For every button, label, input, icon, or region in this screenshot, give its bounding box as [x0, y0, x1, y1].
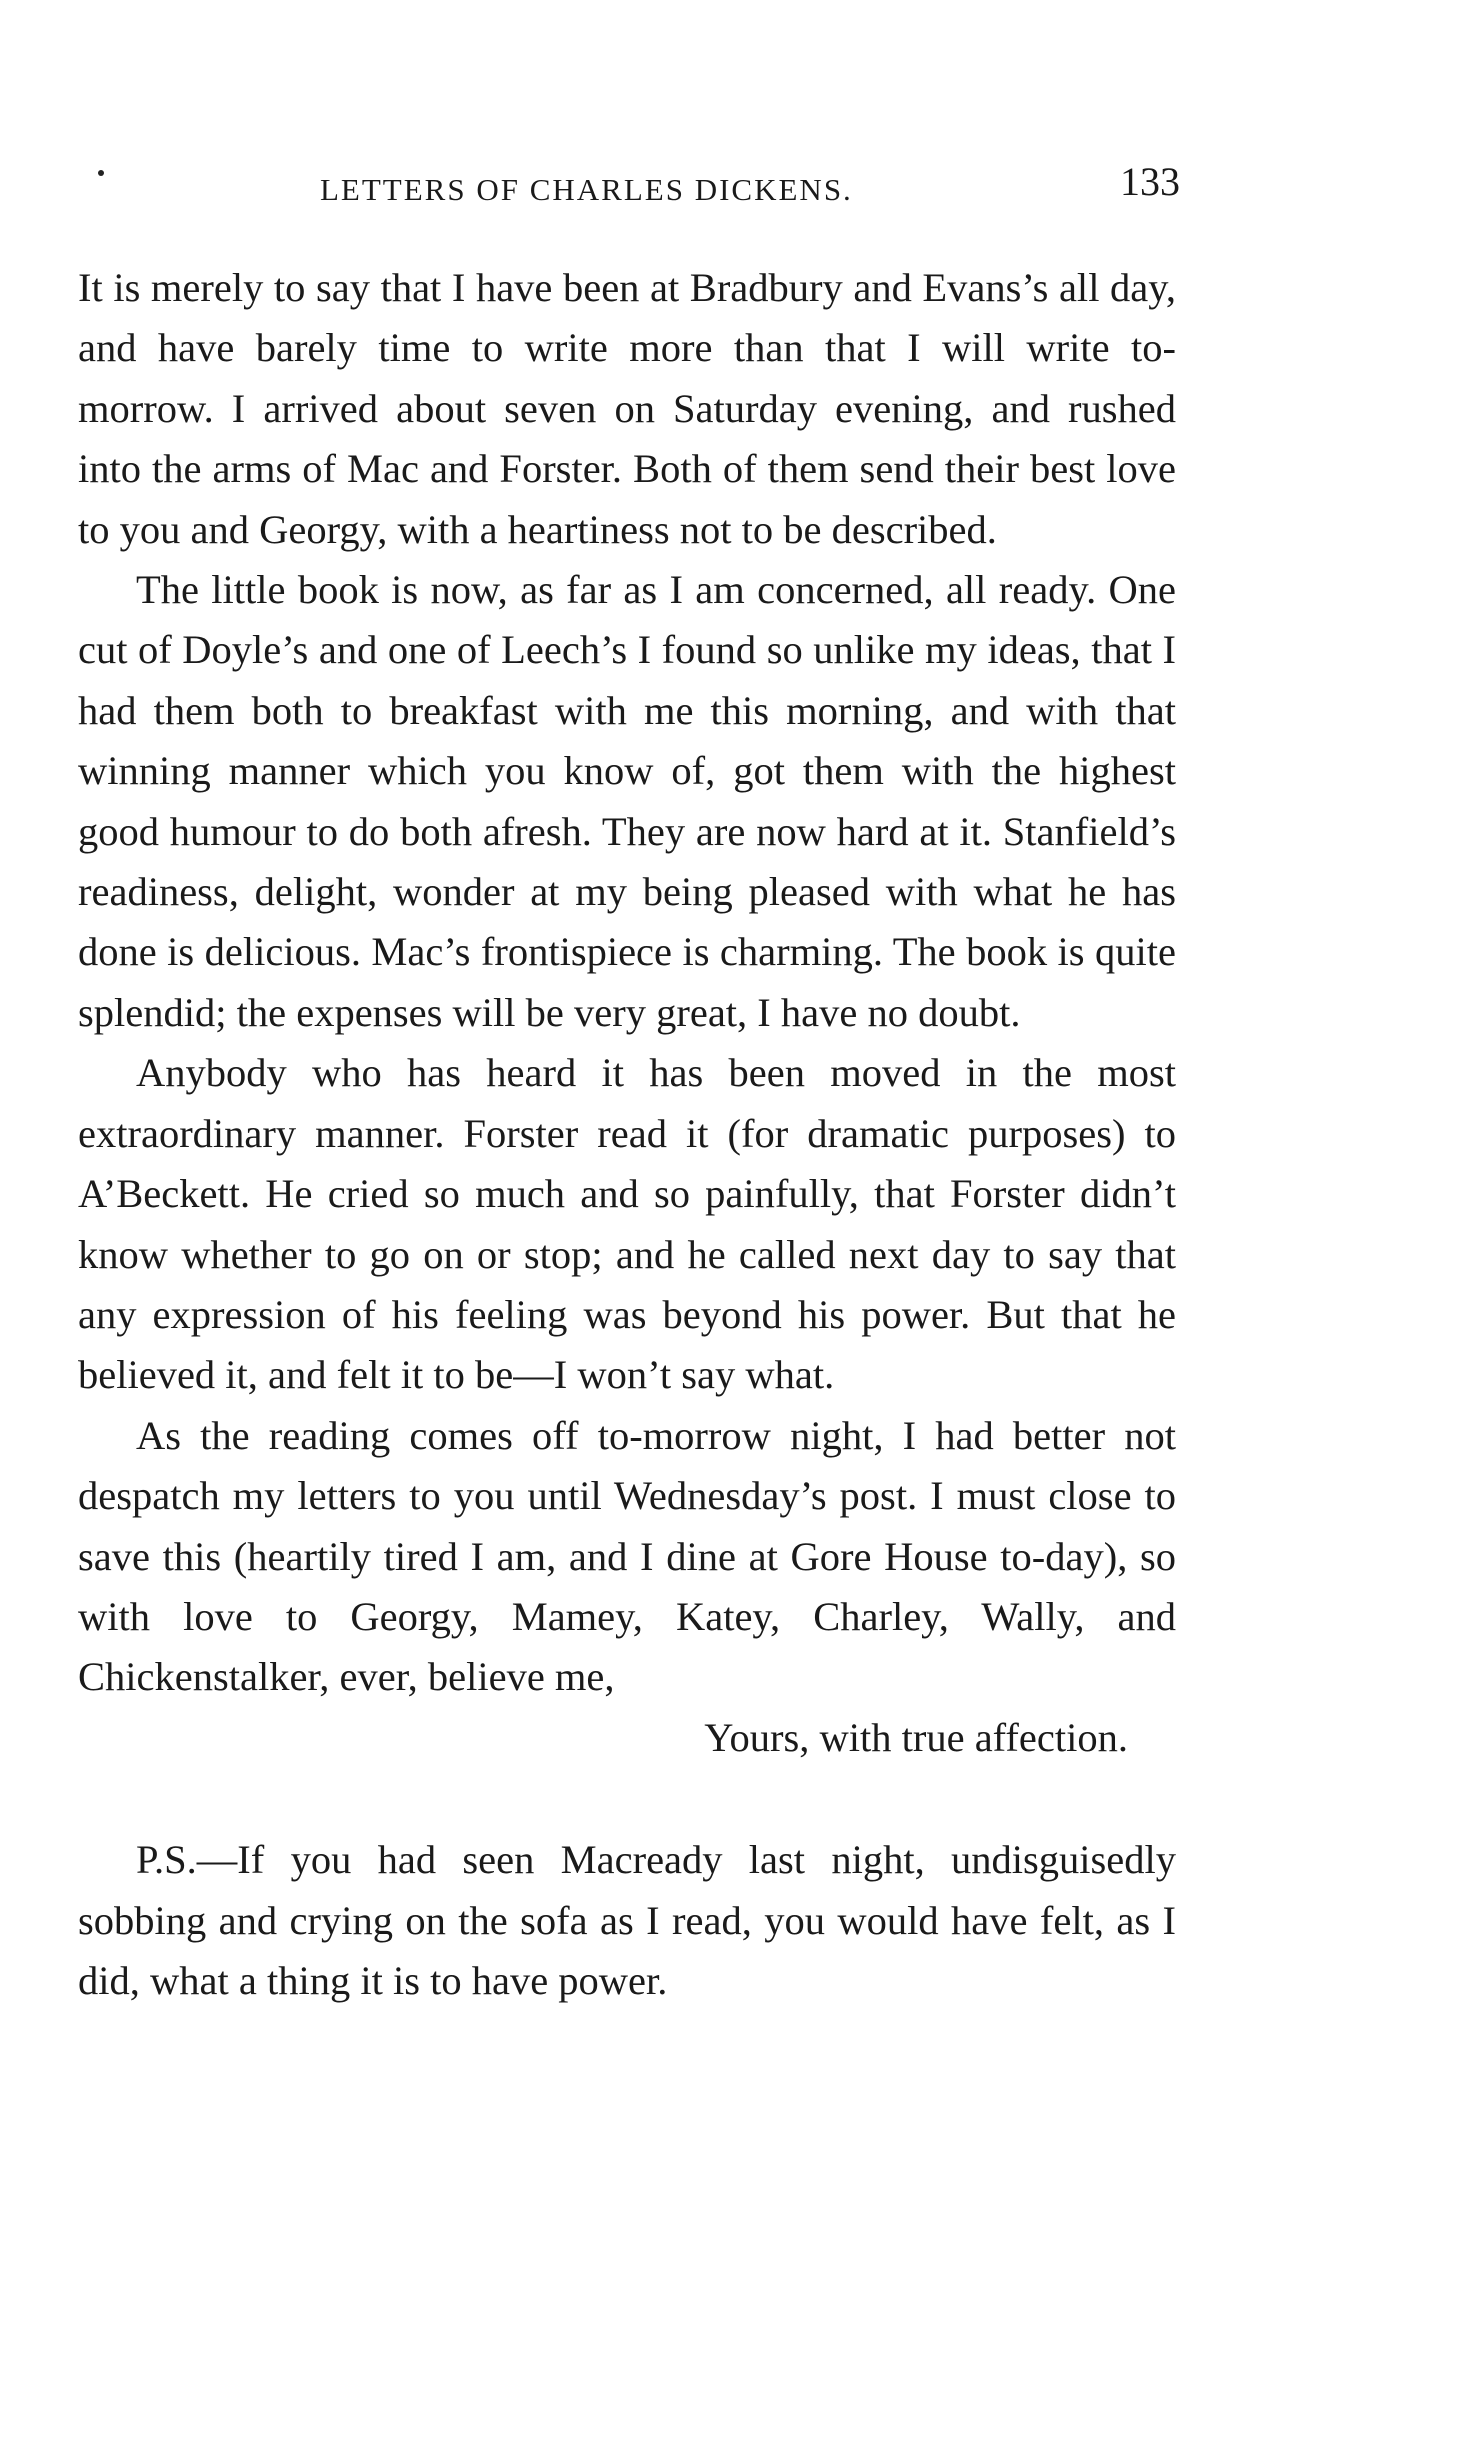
paragraph-3: Anybody who has heard it has been moved in the most extraordinary manner. Forster read it (for dramatic purposes) to A’Beckett. He cried so much and so painfully, that Forster didn’t know whether to go on or stop; and he called next day to say that any expression of his feeling was beyond his power. But that he believed it, and felt it to be—I won’t say what.	[78, 1050, 1176, 1398]
header-title: LETTERS OF CHARLES DICKENS.	[320, 172, 853, 207]
signature: Yours, with true affection.	[704, 1714, 1128, 1760]
ink-speck	[98, 170, 104, 176]
letter-body	[78, 258, 1176, 2011]
paragraph-1: It is merely to say that I have been at Bradbury and Evans’s all day, and have barely time to write more than that I will write to-morrow. I arrived about seven on Saturday evening, and rushed into the arms of Mac and Forster. Both of them send their best love to you and Georgy, with a heartiness not to be described.	[78, 265, 1176, 552]
page-number: 133	[1120, 159, 1180, 204]
paragraph-2: The little book is now, as far as I am concerned, all ready. One cut of Doyle’s and one of Leech’s I found so unlike my ideas, that I had them both to breakfast with me this morning, and with that winning manner which you know of, got them with the highest good humour to do both afresh. They are now hard at it. Stanfield’s readiness, delight, wonder at my being pleased with what he has done is delicious. Mac’s frontispiece is charming. The book is quite splendid; the expenses will be very great, I have no doubt.	[78, 567, 1176, 1035]
postscript: P.S.—If you had seen Macready last night, undisguisedly sobbing and crying on the sofa as I read, you would have felt, as I did, what a thing it is to have power.	[78, 1837, 1176, 2003]
paragraph-4: As the reading comes off to-morrow night, I had better not despatch my letters to you until Wednesday’s post. I must close to save this (heartily tired I am, and I dine at Gore House to-day), so with love to Georgy, Mamey, Katey, Charley, Wally, and Chickenstalker, ever, believe me,	[78, 1412, 1176, 1700]
running-header	[320, 158, 1180, 218]
